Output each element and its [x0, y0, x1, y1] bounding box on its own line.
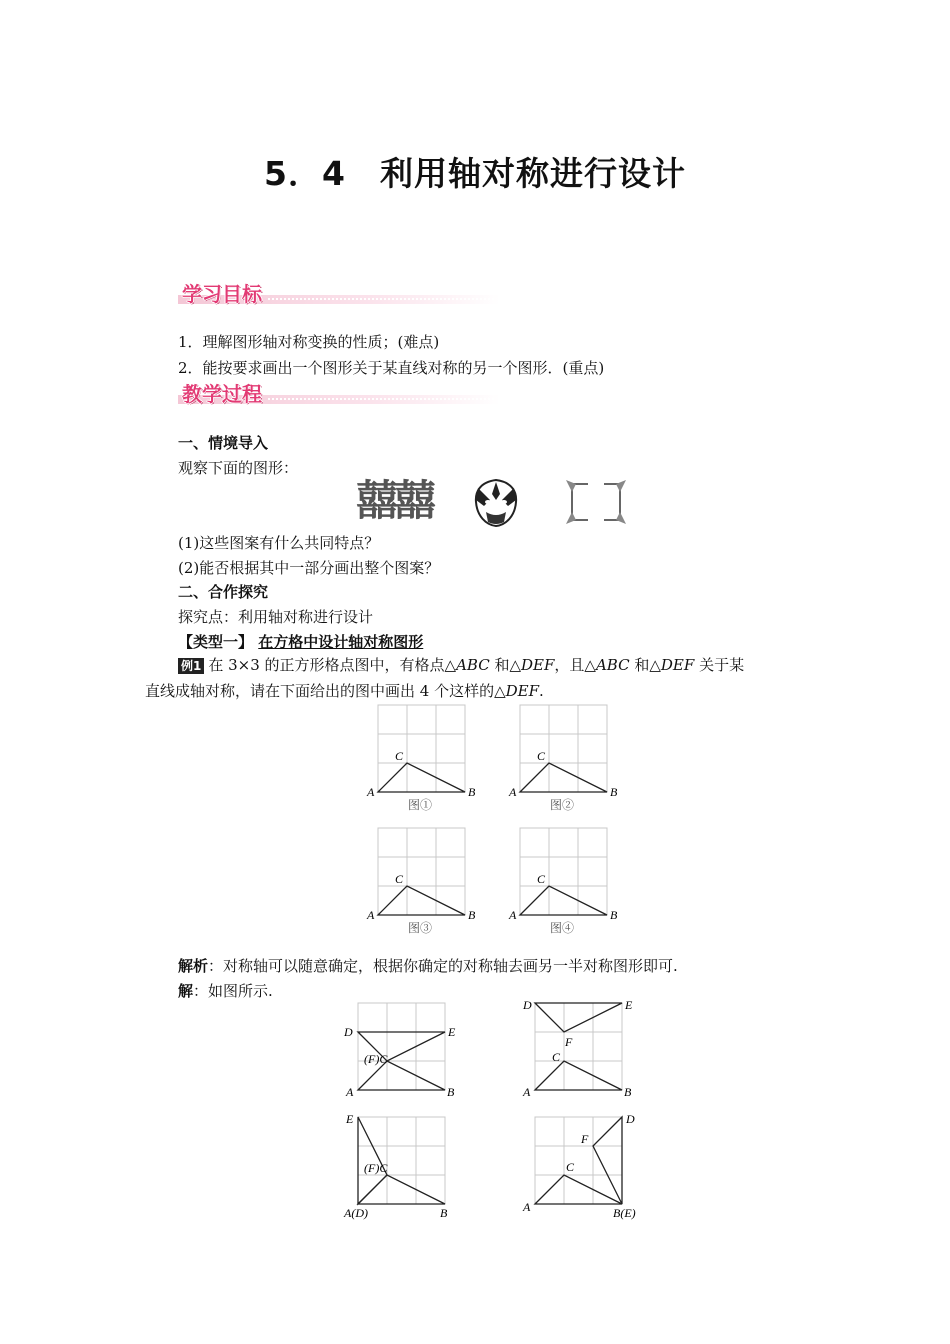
q1-label-c: C [395, 749, 404, 763]
q3-label-a: A [367, 908, 375, 922]
q3-label-c: C [395, 872, 404, 886]
s2-label-b: B [624, 1085, 632, 1099]
learning-goals-label: 学习目标 [182, 282, 262, 306]
question-figure-3 [366, 828, 476, 935]
solution-figure-1 [343, 1003, 456, 1099]
s1-label-b: B [447, 1085, 455, 1099]
example-line-1: 例1 在 3×3 的正方形格点图中，有格点△ABC 和△DEF，且△ABC 和△DEF 关于某 [178, 654, 744, 676]
opera-mask-image [472, 478, 520, 528]
s3-label-fc: (F)C [364, 1161, 388, 1175]
q1-label-a: A [367, 785, 375, 799]
s4-label-be: B(E) [613, 1206, 636, 1220]
part1-intro: 观察下面的图形： [178, 459, 299, 477]
s3-label-ad: A(D) [344, 1206, 368, 1220]
q1-label-b: B [468, 785, 476, 799]
analysis-label: 解析 [178, 957, 209, 975]
part1-heading: 一、情境导入 [178, 434, 269, 452]
question-figure-1 [366, 705, 476, 812]
q4-caption: 图④ [550, 921, 575, 935]
q3-caption: 图③ [408, 921, 433, 935]
teaching-process-label: 教学过程 [182, 382, 262, 406]
q4-label-a: A [509, 908, 517, 922]
q2-label-a: A [509, 785, 517, 799]
s1-label-d: D [344, 1025, 353, 1039]
type-title: 在方格中设计轴对称图形 [258, 633, 424, 651]
s2-label-f: F [565, 1035, 573, 1049]
example-badge: 例1 [178, 658, 204, 674]
s2-label-c: C [552, 1050, 561, 1064]
s4-label-d: D [626, 1112, 635, 1126]
s3-label-e: E [346, 1112, 354, 1126]
analysis-line: 解析：对称轴可以随意确定，根据你确定的对称轴去画另一半对称图形即可. [178, 957, 678, 975]
q4-label-c: C [537, 872, 546, 886]
s4-label-a: A [523, 1200, 531, 1214]
s1-label-e: E [448, 1025, 456, 1039]
solution-figure-3 [343, 1112, 448, 1220]
question-figure-2 [508, 705, 618, 812]
solution-figure-2 [522, 998, 633, 1099]
question-figure-4 [508, 828, 618, 935]
teaching-process-banner [178, 380, 500, 406]
s2-label-e: E [625, 998, 633, 1012]
type-label: 【类型一】 [178, 633, 254, 651]
q2-caption: 图② [550, 798, 575, 812]
ornamental-frame-image [562, 478, 630, 526]
example-line-2: 直线成轴对称，请在下面给出的图中画出 4 个这样的△DEF. [145, 682, 544, 700]
s1-label-a: A [346, 1085, 354, 1099]
s3-label-b: B [440, 1206, 448, 1220]
q4-label-b: B [610, 908, 618, 922]
q1-caption: 图① [408, 798, 433, 812]
question-2: (2)能否根据其中一部分画出整个图案？ [178, 559, 440, 577]
goal-item-1: 1．理解图形轴对称变换的性质；(难点) [178, 333, 440, 351]
s4-label-f: F [581, 1132, 589, 1146]
question-1: (1)这些图案有什么共同特点？ [178, 534, 380, 552]
solution-label: 解 [178, 982, 194, 1000]
s1-label-fc: (F)C [364, 1052, 388, 1066]
s2-label-d: D [523, 998, 532, 1012]
solution-figures [330, 995, 650, 1230]
goal-item-2: 2．能按要求画出一个图形关于某直线对称的另一个图形．(重点) [178, 359, 605, 377]
type-heading [178, 631, 423, 653]
q2-label-b: B [610, 785, 618, 799]
s2-label-a: A [523, 1085, 531, 1099]
double-happiness-pattern: 囍囍 [356, 476, 433, 525]
part2-heading: 二、合作探究 [178, 583, 269, 601]
s4-label-c: C [566, 1160, 575, 1174]
solution-figure-4 [522, 1112, 636, 1220]
learning-goals-banner [178, 280, 500, 306]
part2-topic: 探究点：利用轴对称进行设计 [178, 608, 374, 626]
page-title: 5．4 利用轴对称进行设计 [264, 154, 686, 193]
q3-label-b: B [468, 908, 476, 922]
solution-line: 解：如图所示. [178, 982, 273, 1000]
question-figures [360, 700, 630, 940]
q2-label-c: C [537, 749, 546, 763]
